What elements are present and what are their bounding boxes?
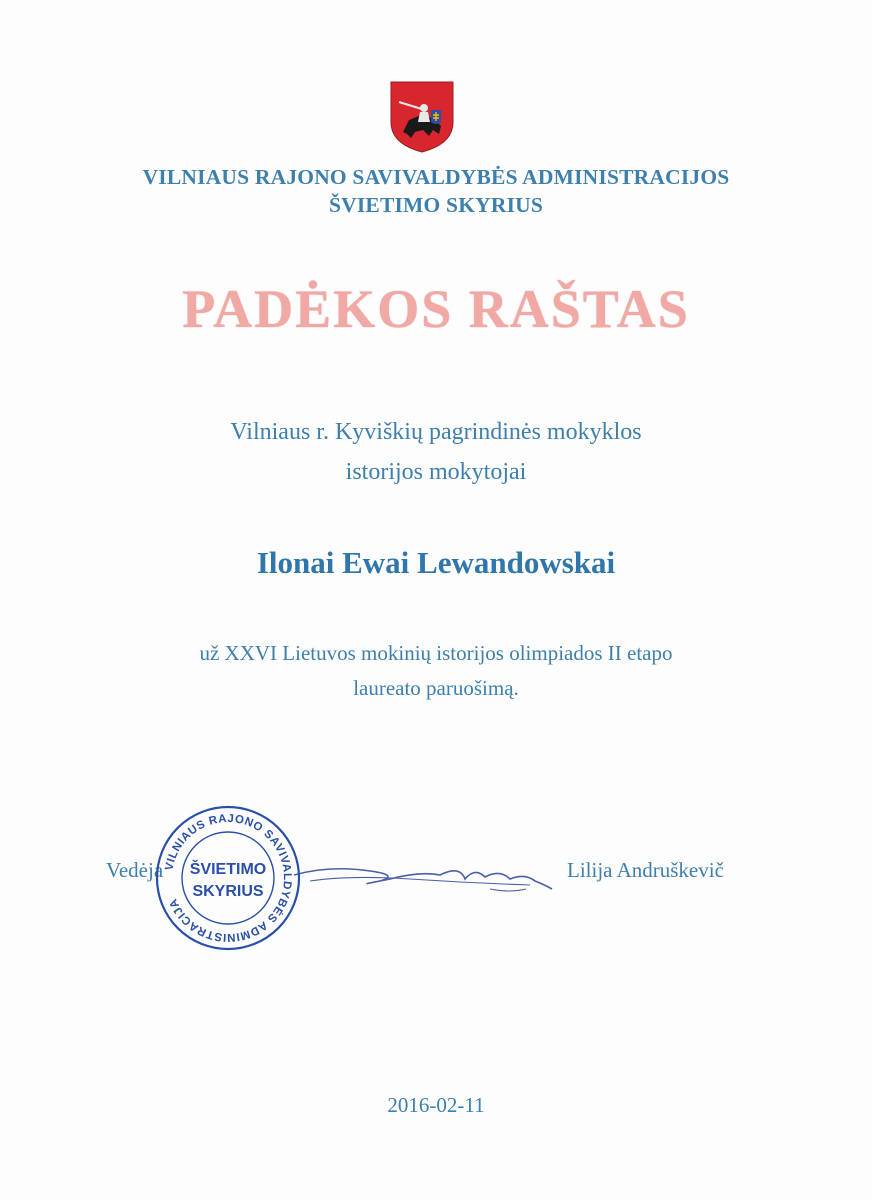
official-stamp bbox=[154, 804, 302, 952]
coat-of-arms-icon bbox=[389, 80, 455, 154]
award-reason bbox=[0, 636, 872, 706]
signatory-title: Vedėja bbox=[106, 858, 164, 882]
issue-date: 2016-02-11 bbox=[387, 1093, 485, 1117]
issuer-line-2: ŠVIETIMO SKYRIUS bbox=[328, 193, 544, 217]
issuer-line-1: VILNIAUS RAJONO SAVIVALDYBĖS ADMINISTRACIJOS bbox=[142, 165, 730, 189]
document-title: PADĖKOS RAŠTAS bbox=[182, 279, 690, 339]
recipient-description bbox=[0, 412, 872, 492]
recipient-name: Ilonai Ewai Lewandowskai bbox=[256, 545, 616, 580]
recipient-line-2: istorijos mokytojai bbox=[345, 459, 527, 485]
recipient-line-1: Vilniaus r. Kyviškių pagrindinės mokyklos bbox=[230, 419, 642, 445]
stamp-ring-text: VILNIAUS RAJONO SAVIVALDYBĖS ADMINISTRACIJA bbox=[163, 812, 294, 944]
reason-line-1: už XXVI Lietuvos mokinių istorijos olimpiados II etapo bbox=[199, 641, 673, 665]
stamp-center-line-1: ŠVIETIMO bbox=[189, 861, 267, 878]
handwritten-signature bbox=[290, 845, 560, 905]
stamp-center-line-2: SKYRIUS bbox=[192, 883, 264, 900]
signatory-name: Lilija Andruškevič bbox=[567, 858, 724, 882]
issuer-heading bbox=[0, 163, 872, 219]
reason-line-2: laureato paruošimą. bbox=[353, 676, 519, 700]
